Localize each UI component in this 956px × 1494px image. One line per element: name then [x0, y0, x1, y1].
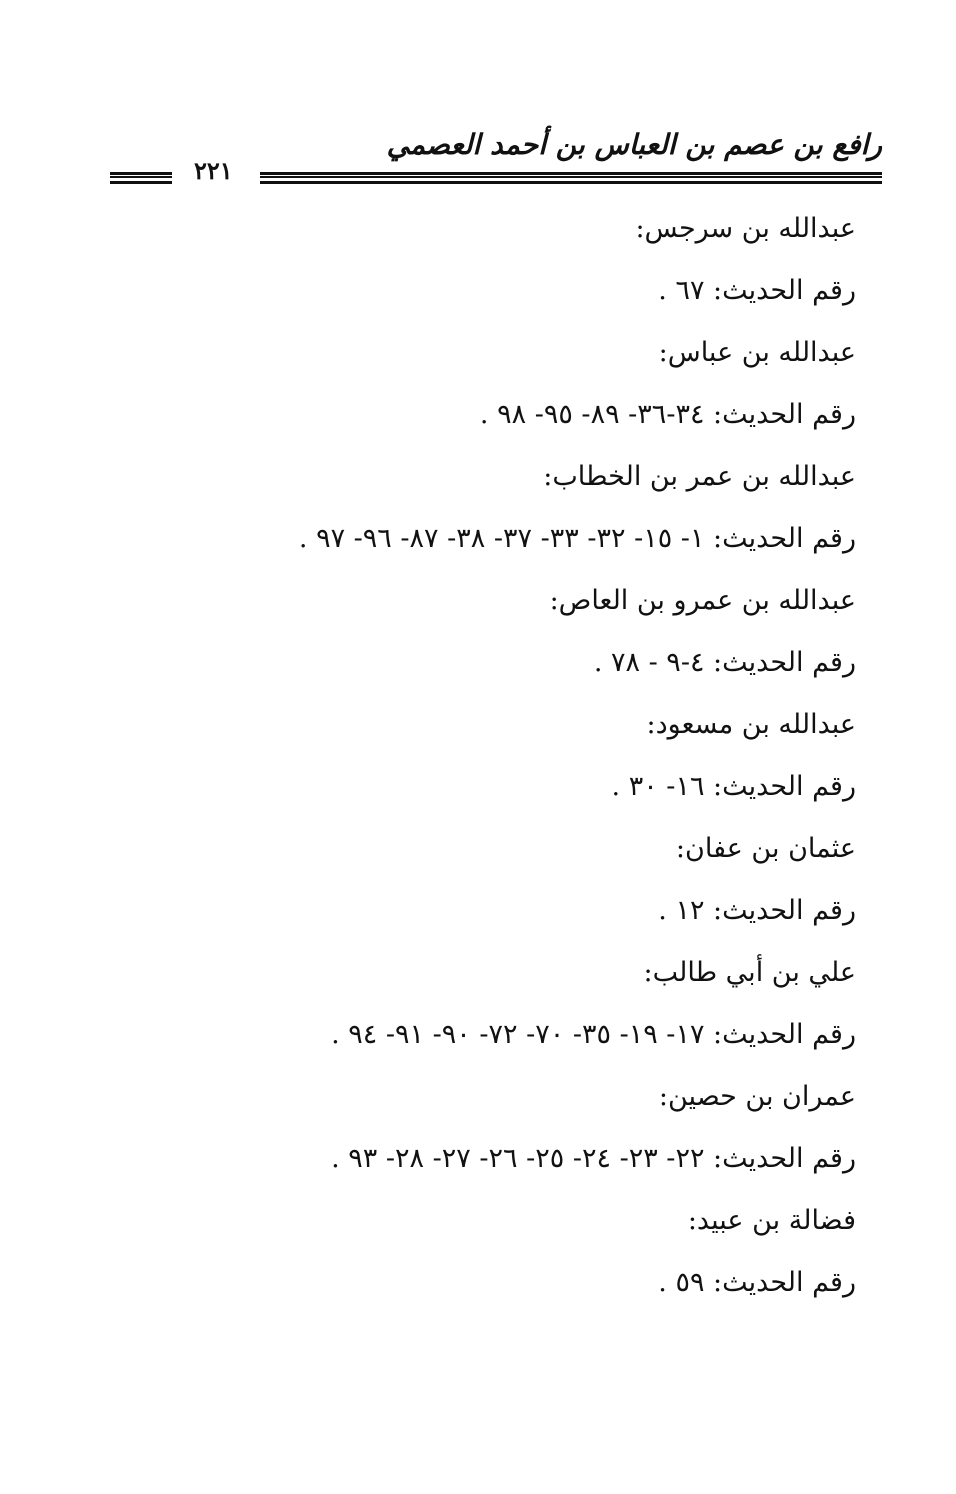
- hadith-numbers: رقم الحديث: ٣٤-٣٦- ٨٩- ٩٥- ٩٨ .: [479, 399, 856, 430]
- hadith-numbers: رقم الحديث: ٦٧ .: [658, 275, 856, 306]
- narrator-index: [136, 204, 856, 1320]
- hadith-numbers: رقم الحديث: ٥٩ .: [658, 1267, 856, 1298]
- narrator-name: عبدالله بن عباس:: [658, 337, 856, 368]
- narrator-name: علي بن أبي طالب:: [643, 957, 856, 988]
- hadith-numbers: رقم الحديث: ١٧- ١٩- ٣٥- ٧٠- ٧٢- ٩٠- ٩١- ٩٤ .: [331, 1019, 856, 1050]
- hadith-numbers: رقم الحديث: ١٦- ٣٠ .: [611, 771, 856, 802]
- narrator-name: عبدالله بن عمر بن الخطاب:: [543, 461, 856, 492]
- header-rule-left: [110, 172, 172, 184]
- hadith-numbers: رقم الحديث: ١٢ .: [658, 895, 856, 926]
- narrator-name: عمران بن حصين:: [658, 1081, 856, 1112]
- hadith-numbers: رقم الحديث: ١- ١٥- ٣٢- ٣٣- ٣٧- ٣٨- ٨٧- ٩٦- ٩٧ .: [298, 523, 856, 554]
- running-title: رافع بن عصم بن العباس بن أحمد العصمي: [386, 128, 882, 161]
- narrator-name: عثمان بن عفان:: [675, 833, 856, 864]
- hadith-numbers: رقم الحديث: ٢٢- ٢٣- ٢٤- ٢٥- ٢٦- ٢٧- ٢٨- ٩٣ .: [331, 1143, 856, 1174]
- narrator-name: عبدالله بن مسعود:: [646, 709, 856, 740]
- page-number: ٢٢١: [194, 156, 233, 185]
- hadith-numbers: رقم الحديث: ٤-٩ - ٧٨ .: [593, 647, 856, 678]
- narrator-name: فضالة بن عبيد:: [687, 1205, 856, 1236]
- narrator-name: عبدالله بن سرجس:: [635, 213, 856, 244]
- header-rule-right: [260, 172, 882, 184]
- page-header: [110, 128, 882, 198]
- narrator-name: عبدالله بن عمرو بن العاص:: [549, 585, 856, 616]
